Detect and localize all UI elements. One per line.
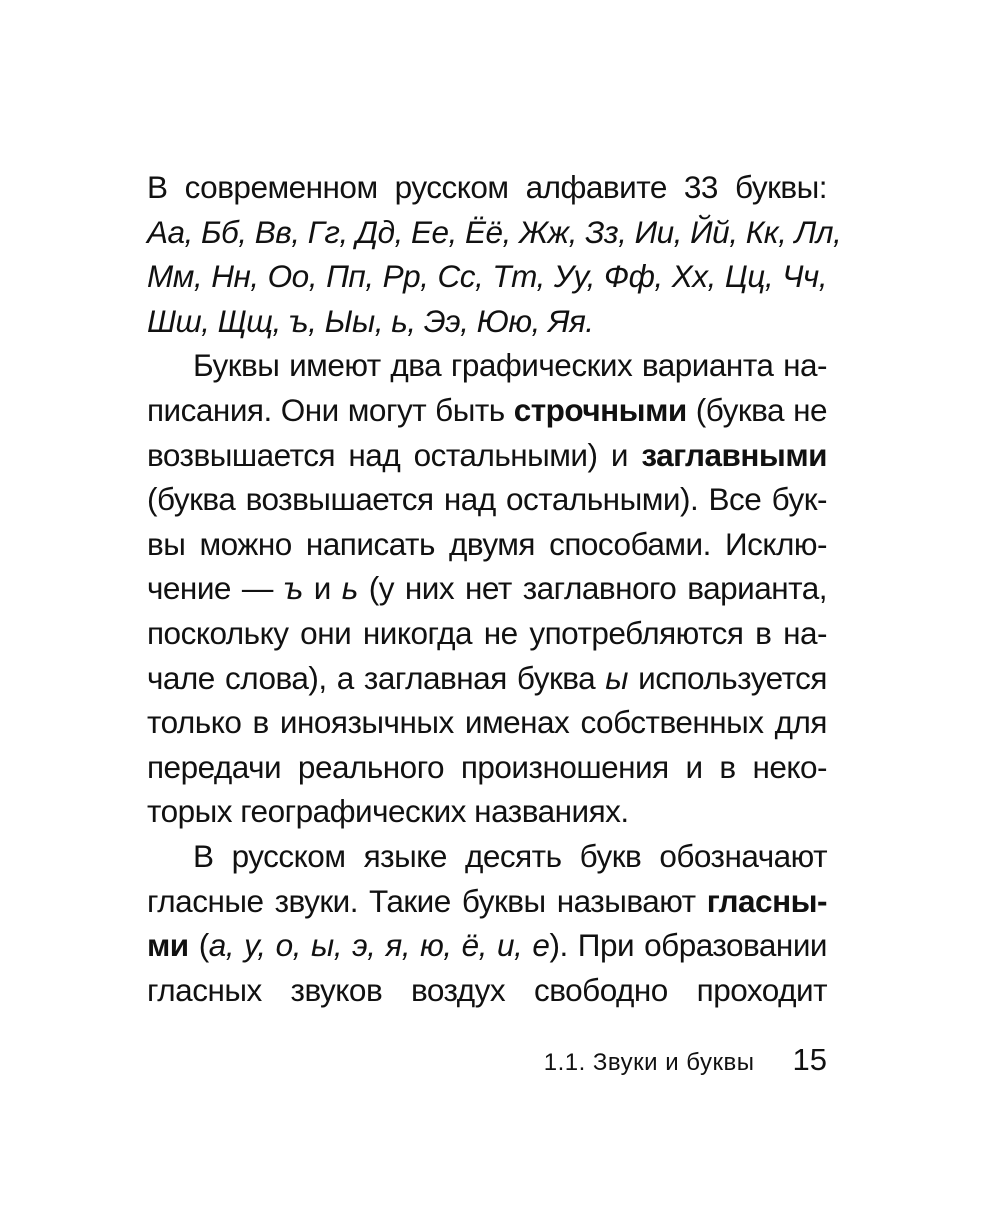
text-line: В современном русском алфавите 33 буквы: xyxy=(147,169,827,205)
vowel-list: а, у, о, ы, э, я, ю, ё, и, е xyxy=(208,927,550,964)
text-line: В русском языке десять букв обозначают xyxy=(193,837,827,874)
text-line: передачи реального произношения и в неко- xyxy=(147,748,827,785)
text-line: поскольку они никогда не употребляются в на- xyxy=(147,614,827,651)
text-line xyxy=(147,879,827,924)
text-span: писания. Они могут быть xyxy=(147,391,514,428)
term-lowercase: строчными xyxy=(513,391,687,428)
term-vowels-end: ми xyxy=(147,927,189,964)
text-span: (у них нет заглавного варианта, xyxy=(357,570,827,607)
text-line: гласных звуков воздух свободно проходит xyxy=(147,971,827,1008)
alphabet-line: Аа, Бб, Вв, Гг, Дд, Ее, Ёё, Жж, Зз, Ии, Йй, Кк, Лл, xyxy=(147,213,842,250)
text-line: торых географических названиях. xyxy=(147,793,629,830)
text-span: ( xyxy=(188,927,209,964)
text-span: возвышается над остальными) и xyxy=(147,436,642,473)
text-span: чение — xyxy=(147,570,284,607)
letter-y: ы xyxy=(605,659,628,696)
text-line: (буква возвышается над остальными). Все бук- xyxy=(147,481,827,518)
text-span: чале слова), а заглавная буква xyxy=(147,659,606,696)
text-line xyxy=(147,923,827,968)
text-span: ). При образовании xyxy=(549,927,828,964)
text-line xyxy=(147,656,827,701)
text-span: (буква не xyxy=(686,391,827,428)
page-number: 15 xyxy=(792,1042,827,1077)
text-span: гласные звуки. Такие буквы называют xyxy=(147,882,707,919)
section-title: 1.1. Звуки и буквы xyxy=(543,1049,755,1076)
alphabet-line: Мм, Нн, Оо, Пп, Рр, Сс, Тт, Уу, Фф, Хх, Цц, Чч, xyxy=(147,258,827,295)
page-body xyxy=(147,165,842,1012)
text-line: вы можно написать двумя способами. Исклю- xyxy=(147,525,827,562)
text-line: Буквы имеют два графических варианта на- xyxy=(193,347,827,384)
page-footer xyxy=(147,1038,827,1082)
text-line: только в иноязычных именах собственных для xyxy=(147,704,827,741)
letter-soft-sign: ь xyxy=(341,570,358,607)
text-line xyxy=(147,433,827,478)
text-span: и xyxy=(302,570,342,607)
alphabet-line: Шш, Щщ, ъ, Ыы, ь, Ээ, Юю, Яя. xyxy=(147,302,594,339)
term-uppercase: заглавными xyxy=(641,436,827,473)
term-vowels: гласны- xyxy=(706,882,827,919)
letter-hard-sign: ъ xyxy=(283,570,303,607)
text-line xyxy=(147,388,827,433)
text-span: используется xyxy=(627,659,827,696)
text-line xyxy=(147,566,827,611)
